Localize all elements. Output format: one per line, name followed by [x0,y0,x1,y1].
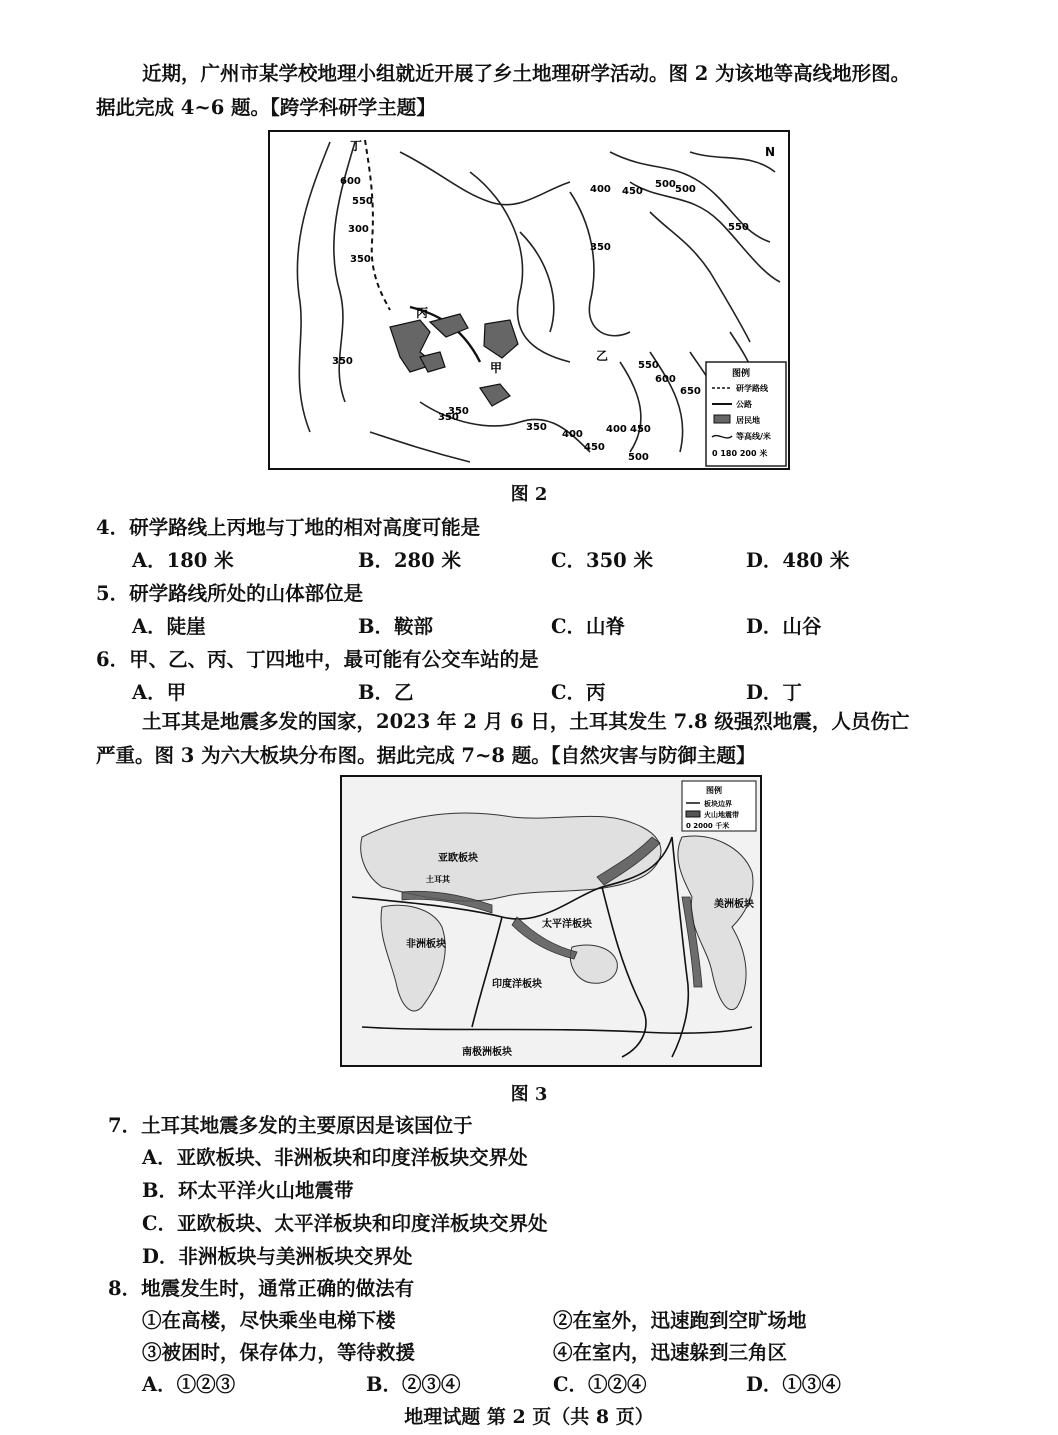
q7-option-a: A．亚欧板块、非洲板块和印度洋板块交界处 [142,1146,528,1169]
q8-option-a: A．①②③ [142,1373,236,1396]
contour-label-21: 550 [638,360,659,371]
label-indian-plate: 印度洋板块 [492,979,542,990]
label-pacific-plate: 太平洋板块 [542,919,592,930]
contour-label-2: 550 [352,196,373,207]
legend-route: 研学路线 [736,384,768,393]
intro1-line2: 据此完成 4~6 题。【跨学科研学主题】 [96,96,436,119]
contour-label-10: 350 [438,412,459,423]
q5-option-c: C．山脊 [551,615,626,638]
q8-option-c: C．①②④ [553,1373,647,1396]
q5-option-b: B．鞍部 [358,615,433,638]
page-footer: 地理试题 第 2 页（共 8 页） [404,1406,654,1428]
label-africa-plate: 非洲板块 [406,939,446,950]
contour-label-9: 350 [332,356,353,367]
q6-option-c: C．丙 [551,681,606,704]
plate-map-svg [342,777,760,1065]
q5-option-d: D．山谷 [746,615,822,638]
q8-stem: 8．地震发生时，通常正确的做法有 [108,1277,415,1300]
legend-scale: 0 180 200 米 [712,449,768,458]
contour-label-20: 400 [606,424,627,435]
label-turkey: 土耳其 [426,875,450,884]
settlement-3 [484,320,518,358]
contour-label-1: 600 [340,176,361,187]
contour-label-6: 350 [590,242,611,253]
plate-map-legend [682,781,756,831]
figure2-caption: 图 2 [510,484,548,505]
contour-label-19: 450 [630,424,651,435]
legend-contour: 等高线/米 [736,432,771,441]
q4-option-c: C．350 米 [551,549,654,572]
north-arrow-icon: N [765,145,776,159]
contour-label-16: 600 [655,374,676,385]
contour-label-18: 500 [675,184,696,195]
q8-item-3: ③被困时，保存体力，等待救援 [142,1341,416,1364]
contour-label-14: 500 [628,452,649,463]
contour-label-7: 300 [348,224,369,235]
intro1-line1: 近期，广州市某学校地理小组就近开展了乡土地理研学活动。图 2 为该地等高线地形图。 [142,62,911,85]
plate-legend-belt: 火山地震带 [704,811,739,819]
contour-label-5: 400 [590,184,611,195]
q8-item-1: ①在高楼，尽快乘坐电梯下楼 [142,1309,396,1332]
intro2-line2: 严重。图 3 为六大板块分布图。据此完成 7~8 题。【自然灾害与防御主题】 [96,744,756,767]
legend-title: 图例 [732,369,751,379]
q6-stem: 6．甲、乙、丙、丁四地中，最可能有公交车站的是 [96,648,539,671]
contour-map-figure [268,130,790,470]
contour-label-13: 450 [584,442,605,453]
q8-option-b: B．②③④ [366,1373,461,1396]
q8-item-2: ②在室外，迅速跑到空旷场地 [553,1309,807,1332]
plate-legend-boundary: 板块边界 [704,800,732,808]
figure3-caption: 图 3 [510,1084,548,1105]
plate-legend-title: 图例 [706,786,722,795]
contour-label-4: 450 [622,186,643,197]
contour-map-svg [270,132,788,468]
q6-option-a: A．甲 [132,681,187,704]
legend-road: 公路 [736,400,752,409]
q5-stem: 5．研学路线所处的山体部位是 [96,582,364,605]
legend-settlement: 居民地 [736,416,760,425]
settlement-5 [480,384,510,406]
q6-option-b: B．乙 [358,681,414,704]
label-america-plate: 美洲板块 [714,899,754,910]
contour-label-11: 350 [526,422,547,433]
q5-option-a: A．陡崖 [132,615,206,638]
q7-option-c: C．亚欧板块、太平洋板块和印度洋板块交界处 [142,1212,548,1235]
contour-label-8: 350 [350,254,371,265]
q8-option-d: D．①③④ [746,1373,841,1396]
q4-option-a: A．180 米 [132,549,234,572]
contour-label-15: 550 [728,222,749,233]
label-antarctic-plate: 南极洲板块 [462,1047,512,1058]
q6-option-d: D．丁 [746,681,802,704]
place-yi: 乙 [596,349,609,363]
place-jia: 甲 [490,361,503,375]
q4-option-b: B．280 米 [358,549,461,572]
intro2-line1: 土耳其是地震多发的国家，2023 年 2 月 6 日，土耳其发生 7.8 级强烈地震，人员伤亡 [142,710,910,733]
q4-option-d: D．480 米 [746,549,850,572]
contour-map-legend [706,362,786,466]
plate-map-figure [340,775,762,1067]
q8-item-4: ④在室内，迅速躲到三角区 [553,1341,788,1364]
label-eurasia-plate: 亚欧板块 [438,853,478,864]
place-bing: 丙 [416,306,429,320]
contour-label-3: 500 [655,179,676,190]
contour-label-22: 350 [448,406,469,417]
contour-label-17: 650 [680,386,701,397]
place-ding: 丁 [350,139,363,153]
q7-stem: 7．土耳其地震多发的主要原因是该国位于 [108,1114,473,1137]
contour-label-12: 400 [562,429,583,440]
q7-option-b: B．环太平洋火山地震带 [142,1179,354,1202]
plate-legend-scale: 0 2000 千米 [686,822,730,830]
q7-option-d: D．非洲板块与美洲板块交界处 [142,1245,413,1268]
q4-stem: 4．研学路线上丙地与丁地的相对高度可能是 [96,516,481,539]
